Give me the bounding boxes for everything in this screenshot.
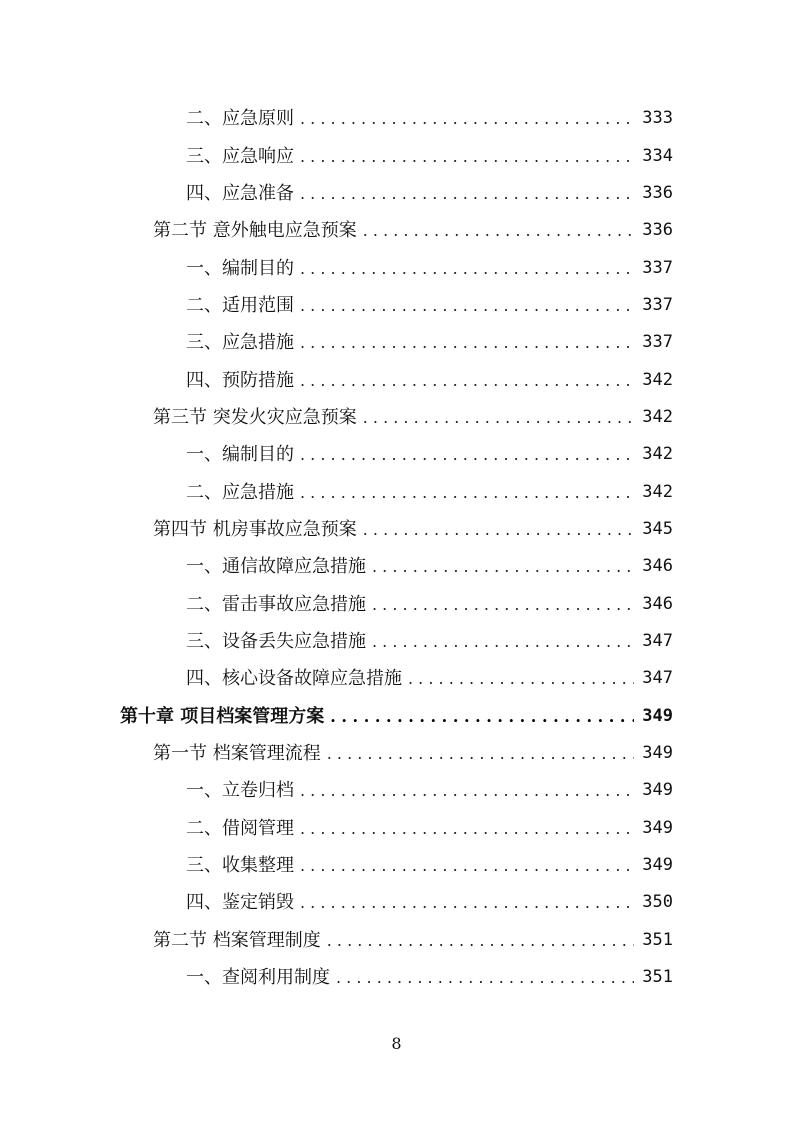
toc-entry-page: 342 — [642, 444, 673, 465]
page-number: 8 — [391, 1034, 402, 1053]
toc-entry-page: 351 — [642, 929, 673, 950]
toc-entry-page: 337 — [642, 294, 673, 315]
toc-entry-page: 342 — [642, 369, 673, 390]
toc-entry[interactable] — [0, 324, 793, 361]
toc-entry-title: 第四节 机房事故应急预案 — [153, 518, 357, 540]
toc-entry-title: 二、适用范围 — [186, 294, 294, 316]
toc-entry[interactable] — [0, 922, 793, 959]
toc-entry[interactable] — [0, 511, 793, 548]
toc-dot-leader — [363, 511, 635, 548]
toc-entry[interactable] — [0, 473, 793, 510]
toc-entry-title: 第一节 档案管理流程 — [153, 743, 321, 765]
toc-entry[interactable] — [0, 137, 793, 174]
toc-dot-leader — [363, 212, 635, 249]
toc-entry-title: 四、鉴定销毁 — [186, 892, 294, 914]
toc-entry[interactable] — [0, 772, 793, 809]
toc-entry-title: 二、借阅管理 — [186, 817, 294, 839]
toc-entry-page: 342 — [642, 406, 673, 427]
toc-entry[interactable] — [0, 175, 793, 212]
toc-entry-title: 一、编制目的 — [186, 444, 294, 466]
toc-entry[interactable] — [0, 287, 793, 324]
toc-dot-leader — [300, 175, 634, 212]
toc-entry-title: 四、预防措施 — [186, 369, 294, 391]
toc-entry[interactable] — [0, 548, 793, 585]
toc-entry[interactable] — [0, 959, 793, 996]
toc-entry[interactable] — [0, 585, 793, 622]
toc-entry-page: 345 — [642, 518, 673, 539]
toc-dot-leader — [363, 399, 635, 436]
toc-entry-title: 一、通信故障应急措施 — [186, 556, 366, 578]
toc-entry-title: 第十章 项目档案管理方案 — [120, 705, 325, 727]
toc-entry-title: 二、应急措施 — [186, 481, 294, 503]
toc-entry-page: 333 — [642, 108, 673, 129]
toc-entry-title: 四、应急准备 — [186, 182, 294, 204]
toc-entry[interactable] — [0, 399, 793, 436]
toc-entry-title: 一、编制目的 — [186, 257, 294, 279]
toc-entry-page: 334 — [642, 145, 673, 166]
toc-entry-title: 三、收集整理 — [186, 855, 294, 877]
toc-entry-page: 337 — [642, 332, 673, 353]
toc-dot-leader — [372, 548, 634, 585]
toc-dot-leader — [327, 735, 635, 772]
toc-dot-leader — [300, 138, 634, 175]
toc-entry-page: 346 — [642, 593, 673, 614]
toc-entry-title: 二、应急原则 — [186, 108, 294, 130]
toc-entry-page: 349 — [642, 705, 673, 726]
toc-entry[interactable] — [0, 436, 793, 473]
toc-entry[interactable] — [0, 212, 793, 249]
toc-entry-page: 347 — [642, 630, 673, 651]
toc-entry[interactable] — [0, 810, 793, 847]
toc-entry[interactable] — [0, 623, 793, 660]
toc-dot-leader — [300, 847, 634, 884]
toc-entry-title: 四、核心设备故障应急措施 — [186, 668, 402, 690]
toc-dot-leader — [300, 287, 634, 324]
toc-entry-page: 337 — [642, 257, 673, 278]
table-of-contents — [0, 100, 793, 996]
toc-entry-title: 二、雷击事故应急措施 — [186, 593, 366, 615]
toc-entry-page: 342 — [642, 481, 673, 502]
toc-entry-title: 三、应急响应 — [186, 145, 294, 167]
toc-dot-leader — [300, 362, 634, 399]
toc-dot-leader — [300, 100, 634, 137]
toc-dot-leader — [372, 623, 634, 660]
toc-dot-leader — [336, 959, 634, 996]
toc-entry-title: 一、查阅利用制度 — [186, 967, 330, 989]
toc-entry[interactable] — [0, 847, 793, 884]
toc-dot-leader — [300, 884, 634, 921]
toc-entry-page: 350 — [642, 892, 673, 913]
toc-entry-page: 336 — [642, 182, 673, 203]
toc-entry[interactable] — [0, 361, 793, 398]
toc-dot-leader — [300, 250, 634, 287]
toc-entry-page: 349 — [642, 817, 673, 838]
toc-entry[interactable] — [0, 100, 793, 137]
toc-dot-leader — [408, 660, 634, 697]
toc-dot-leader — [372, 586, 634, 623]
toc-entry[interactable] — [0, 660, 793, 697]
toc-entry-page: 351 — [642, 967, 673, 988]
toc-entry-title: 第三节 突发火灾应急预案 — [153, 406, 357, 428]
toc-dot-leader — [300, 324, 634, 361]
toc-entry-page: 346 — [642, 556, 673, 577]
toc-dot-leader — [300, 436, 634, 473]
toc-dot-leader — [327, 922, 635, 959]
toc-entry[interactable] — [0, 735, 793, 772]
toc-entry-page: 349 — [642, 743, 673, 764]
toc-entry-title: 一、立卷归档 — [186, 780, 294, 802]
toc-entry-page: 347 — [642, 668, 673, 689]
toc-entry[interactable] — [0, 884, 793, 921]
toc-entry-title: 第二节 意外触电应急预案 — [153, 220, 357, 242]
toc-entry[interactable] — [0, 698, 793, 735]
toc-entry-title: 三、应急措施 — [186, 332, 294, 354]
toc-entry-title: 第二节 档案管理制度 — [153, 929, 321, 951]
toc-dot-leader — [300, 810, 634, 847]
toc-entry-page: 349 — [642, 855, 673, 876]
toc-dot-leader — [300, 474, 634, 511]
toc-entry-page: 349 — [642, 780, 673, 801]
toc-dot-leader — [300, 772, 634, 809]
toc-dot-leader — [330, 698, 634, 735]
toc-entry[interactable] — [0, 249, 793, 286]
toc-entry-title: 三、设备丢失应急措施 — [186, 630, 366, 652]
toc-entry-page: 336 — [642, 220, 673, 241]
